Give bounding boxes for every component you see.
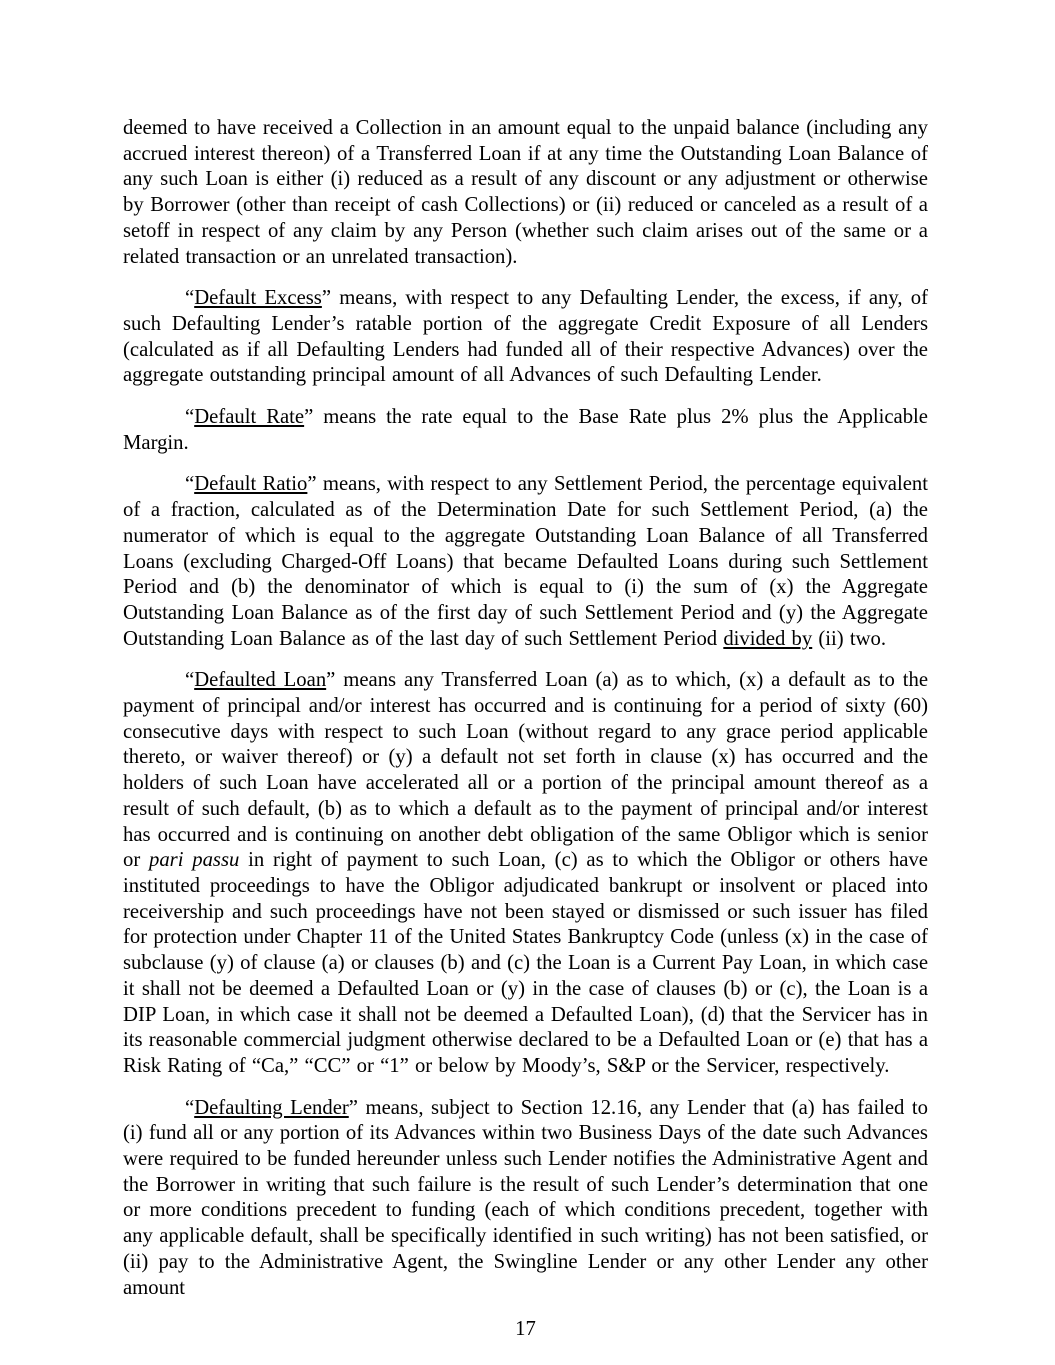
defined-term: Defaulting Lender bbox=[194, 1096, 349, 1119]
defined-term: divided by bbox=[723, 627, 813, 650]
text-run: ” means any Transferred Loan (a) as to which, (x) a default as to the payment of principal and/or interest has occurred and is continuing for a period of sixty (60) consecutive days with respect to such Loan (without regard to any grace period applicable thereto, or waiver thereof) or (y) a default not set forth in clause (x) has occurred and the holders of such Loan have accelerated all or a portion of the principal amount thereof as a result of such default, (b) as to which a default as to the payment of principal and/or interest has occurred and is continuing on another debt obligation of the same Obligor which is senior or bbox=[123, 669, 928, 872]
paragraph bbox=[123, 472, 928, 652]
defined-term: Default Ratio bbox=[194, 473, 308, 496]
defined-term: Defaulted Loan bbox=[194, 669, 327, 692]
paragraph bbox=[123, 116, 928, 270]
text-run: in right of payment to such Loan, (c) as to which the Obligor or others have instituted proceedings to have the Obligor adjudicated bankrupt or insolvent or placed into receivership and such proceedings have not been stayed or dismissed or such issuer has filed for protection under Chapter 11 of the United States Bankruptcy Code (unless (x) in the case of subclause (y) of clause (a) or clauses (b) and (c) the Loan is a Current Pay Loan, in which case it shall not be deemed a Defaulted Loan or (y) in the case of clauses (b) or (c), the Loan is a DIP Loan, in which case it shall not be deemed a Defaulted Loan), (d) that the Servicer has in its reasonable commercial judgment otherwise declared to be a Defaulted Loan or (e) that has a Risk Rating of “Ca,” “CC” or “1” or below by Moody’s, S&P or the Servicer, respectively. bbox=[123, 849, 928, 1077]
text-run: ” means the rate equal to the Base Rate plus 2% plus the Applicable Margin. bbox=[123, 406, 928, 454]
defined-term: Default Rate bbox=[194, 406, 305, 429]
page-number: 17 bbox=[515, 1318, 536, 1341]
paragraph bbox=[123, 405, 928, 456]
text-run: (ii) two. bbox=[812, 627, 887, 650]
text-run: “ bbox=[185, 1096, 195, 1119]
text-run: ” means, with respect to any Defaulting Lender, the excess, if any, of such Defaulting Lender’s ratable portion of the aggregate Credit Exposure of all Lenders (calculated as if all Defaulting Lenders had funded all of their respective Advances) over the aggregate outstanding principal amount of all Advances of such Defaulting Lender. bbox=[123, 287, 928, 387]
italic-phrase: pari passu bbox=[148, 849, 240, 872]
defined-term: Default Excess bbox=[194, 287, 322, 310]
text-run: “ bbox=[185, 287, 195, 310]
text-run: “ bbox=[185, 406, 195, 429]
text-run: deemed to have received a Collection in an amount equal to the unpaid balance (including any accrued interest thereon) of a Transferred Loan if at any time the Outstanding Loan Balance of any such Loan is either (i) reduced as a result of any discount or any adjustment or otherwise by Borrower (other than receipt of cash Collections) or (ii) reduced or canceled as a result of a setoff in respect of any claim by any Person (whether such claim arises out of the same or a related transaction or an unrelated transaction). bbox=[123, 117, 928, 268]
paragraph bbox=[123, 286, 928, 389]
paragraph bbox=[123, 668, 928, 1079]
paragraph bbox=[123, 1096, 928, 1302]
text-run: ” means, subject to Section 12.16, any Lender that (a) has failed to (i) fund all or any portion of its Advances within two Business Days of the date such Advances were required to be funded hereunder unless such Lender notifies the Administrative Agent and the Borrower in writing that such failure is the result of such Lender’s determination that one or more conditions precedent to funding (each of which conditions precedent, together with any applicable default, shall be specifically identified in such writing) has not been satisfied, or (ii) pay to the Administrative Agent, the Swingline Lender or any other Lender any other amount bbox=[123, 1096, 928, 1299]
text-run: “ bbox=[185, 473, 195, 496]
text-run: “ bbox=[185, 669, 195, 692]
text-run: ” means, with respect to any Settlement Period, the percentage equivalent of a fraction, calculated as of the Determination Date for such Settlement Period, (a) the numerator of which is equal to the aggregate Outstanding Loan Balance of all Transferred Loans (excluding Charged-Off Loans) that became Defaulted Loans during such Settlement Period and (b) the denominator of which is equal to (i) the sum of (x) the Aggregate Outstanding Loan Balance as of the first day of such Settlement Period and (y) the Aggregate Outstanding Loan Balance as of the last day of such Settlement Period bbox=[123, 473, 928, 650]
document-body bbox=[123, 116, 928, 1301]
document-page bbox=[123, 116, 928, 1343]
